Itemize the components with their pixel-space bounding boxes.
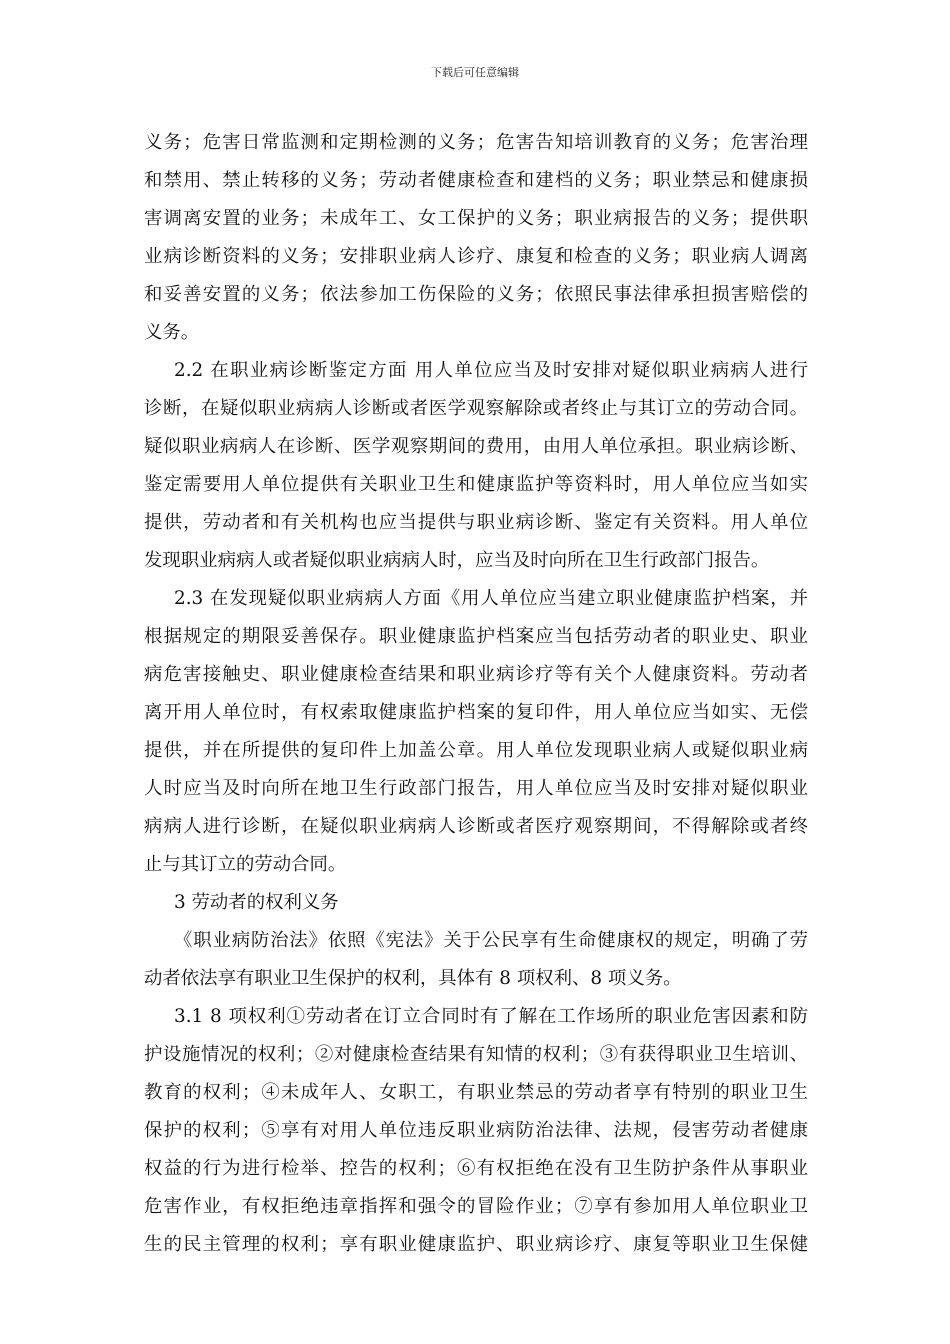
text-line: 权益的行为进行检举、控告的权利；⑥有权拒绝在没有卫生防护条件从事职业: [144, 1158, 808, 1179]
text-line: 病病人进行诊断，在疑似职业病病人诊断或者医疗观察期间，不得解除或者终: [144, 816, 808, 837]
text-line: 保护的权利；⑤享有对用人单位违反职业病防治法律、法规，侵害劳动者健康: [144, 1120, 808, 1141]
text-line: 危害作业，有权拒绝违章指挥和强令的冒险作业；⑦享有参加用人单位职业卫: [144, 1196, 808, 1217]
text-line: 《职业病防治法》依照《宪法》关于公民享有生命健康权的规定，明确了劳: [174, 930, 808, 951]
text-line: 和禁用、禁止转移的义务；劳动者健康检查和建档的义务；职业禁忌和健康损: [144, 170, 808, 191]
text-line: 2.2 在职业病诊断鉴定方面 用人单位应当及时安排对疑似职业病病人进行: [174, 360, 808, 381]
text-line: 生的民主管理的权利；享有职业健康监护、职业病诊疗、康复等职业卫生保健: [144, 1234, 808, 1255]
text-line: 护设施情况的权利；②对健康检查结果有知情的权利；③有获得职业卫生培训、: [144, 1044, 808, 1065]
text-line: 提供，劳动者和有关机构也应当提供与职业病诊断、鉴定有关资料。用人单位: [144, 512, 808, 533]
text-line: 教育的权利；④未成年人、女职工，有职业禁忌的劳动者享有特别的职业卫生: [144, 1082, 808, 1103]
page-header: 下载后可任意编辑: [431, 66, 519, 79]
text-line: 2.3 在发现疑似职业病病人方面《用人单位应当建立职业健康监护档案，并: [174, 588, 808, 609]
text-line: 止与其订立的劳动合同。: [144, 854, 347, 875]
text-line: 和妥善安置的义务；依法参加工伤保险的义务；依照民事法律承担损害赔偿的: [144, 284, 808, 305]
text-line: 离开用人单位时，有权索取健康监护档案的复印件，用人单位应当如实、无偿: [144, 702, 808, 723]
document-body: [144, 124, 808, 1264]
text-line: 鉴定需要用人单位提供有关职业卫生和健康监护等资料时，用人单位应当如实: [144, 474, 808, 495]
text-line: 疑似职业病病人在诊断、医学观察期间的费用，由用人单位承担。职业病诊断、: [144, 436, 808, 457]
text-line: 人时应当及时向所在地卫生行政部门报告，用人单位应当及时安排对疑似职业: [144, 778, 808, 799]
text-line: 动者依法享有职业卫生保护的权利，具体有 8 项权利、8 项义务。: [144, 968, 682, 989]
text-line: 发现职业病病人或者疑似职业病病人时，应当及时向所在卫生行政部门报告。: [144, 550, 770, 571]
text-line: 3.1 8 项权利①劳动者在订立合同时有了解在工作场所的职业危害因素和防: [174, 1006, 808, 1027]
text-line: 根据规定的期限妥善保存。职业健康监护档案应当包括劳动者的职业史、职业: [144, 626, 808, 647]
text-line: 义务。: [144, 322, 200, 343]
text-line: 业病诊断资料的义务；安排职业病人诊疗、康复和检查的义务；职业病人调离: [144, 246, 808, 267]
text-line: 病危害接触史、职业健康检查结果和职业病诊疗等有关个人健康资料。劳动者: [144, 664, 808, 685]
text-line: 提供，并在所提供的复印件上加盖公章。用人单位发现职业病人或疑似职业病: [144, 740, 808, 761]
text-line: 3 劳动者的权利义务: [174, 892, 339, 913]
text-line: 害调离安置的业务；未成年工、女工保护的义务；职业病报告的义务；提供职: [144, 208, 808, 229]
text-line: 诊断，在疑似职业病病人诊断或者医学观察解除或者终止与其订立的劳动合同。: [144, 398, 808, 419]
text-line: 义务；危害日常监测和定期检测的义务；危害告知培训教育的义务；危害治理: [144, 132, 808, 153]
